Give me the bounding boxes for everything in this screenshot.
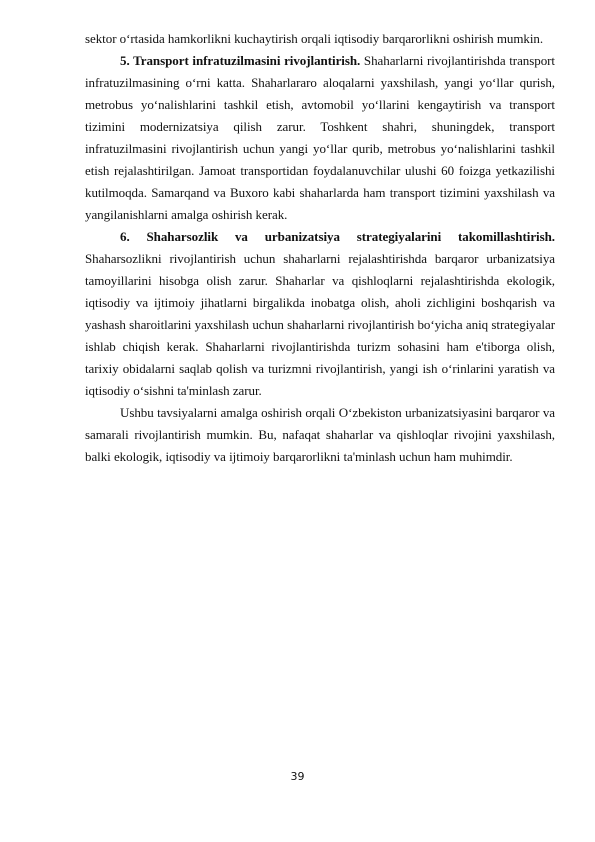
page-number: 39: [290, 770, 305, 783]
paragraph-transport: [85, 50, 555, 226]
paragraph-conclusion: Ushbu tavsiyalarni amalga oshirish orqali O‘zbekiston urbanizatsiyasini barqaror va samarali rivojlantirish mumkin. Bu, nafaqat shaharlar va qishloqlar rivojini yaxshilash, balki ekologik, iqtisodiy va ijtimoiy barqarorlikni ta'minlash uchun ham muhimdir.: [85, 405, 555, 464]
paragraph-transport-body: Shaharlarni rivojlantirishda transport infratuzilmasining o‘rni katta. Shaharlararo aloqalarni yaxshilash, yangi yo‘llar qurish, metrobus yo‘nalishlarini tashkil etish, avtomobil yo‘llarini kengaytirish va transport tizimini modernizatsiya qilish zarur. Toshkent shahri, shuningdek, transport infratuzilmasini rivojlantirish uchun yangi yo‘llar qurib, metrobus yo‘nalishlarini tashkil etish rejalashtirilgan. Jamoat transportidan foydalanuvchilar ulushi 60 foizga yetkazilishi kutilmoqda. Samarqand va Buxoro kabi shaharlarda ham transport tizimini yaxshilash va yangilanishlarni amalga oshirish kerak.: [85, 53, 555, 222]
section-heading-transport: 5. Transport infratuzilmasini rivojlantirish.: [120, 53, 361, 68]
section-heading-urbanization: 6. Shaharsozlik va urbanizatsiya strategiyalarini takomillashtirish.: [120, 229, 555, 244]
body-text: [85, 28, 555, 468]
paragraph-urbanization-body: Shaharsozlikni rivojlantirish uchun shaharlarni rejalashtirishda barqaror urbanizatsiya tamoyillarini hisobga olish zarur. Shaharlar va qishloqlarni rejalashtirishda ekologik, iqtisodiy va ijtimoiy jihatlarni birgalikda inobatga olish, aholi zichligini boshqarish va yashash sharoitlarini yaxshilash uchun shaharlarni rivojlantirish bo‘yicha aniq strategiyalar ishlab chiqish kerak. Shaharlarni rivojlantirishda turizm sohasini ham e'tiborga olish, tarixiy obidalarni saqlab qolish va turizmni rivojlantirish, yangi ish o‘rinlarini yaratish va iqtisodiy o‘sishni ta'minlash zarur.: [85, 251, 555, 398]
paragraph-continuation: sektor o‘rtasida hamkorlikni kuchaytirish orqali iqtisodiy barqarorlikni oshirish mumkin.: [85, 31, 544, 46]
paragraph-urbanization: [85, 226, 555, 402]
